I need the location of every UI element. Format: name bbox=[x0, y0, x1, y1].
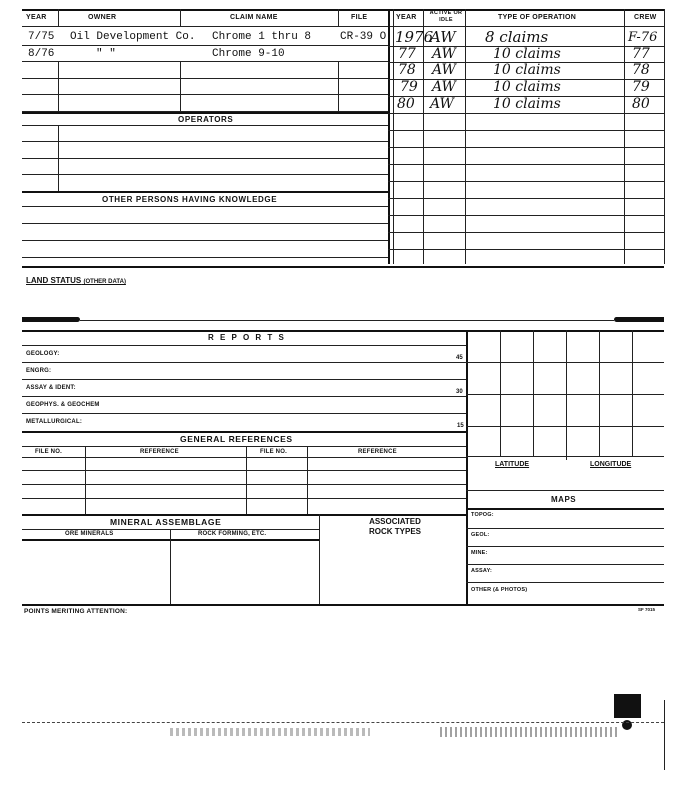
operation-year: 1976 bbox=[395, 28, 434, 46]
claim-name: Chrome 1 thru 8 bbox=[212, 31, 312, 43]
report-label-geology: GEOLOGY: bbox=[26, 351, 60, 357]
col-header-crew: CREW bbox=[634, 14, 657, 21]
operation-year: 78 bbox=[398, 62, 416, 78]
col-header-active-or-idle: ACTIVE OR IDLE bbox=[429, 10, 463, 23]
report-label-engrg: ENGRG: bbox=[26, 368, 52, 374]
ref-header-file-no: FILE NO. bbox=[35, 449, 62, 455]
map-label-mine: MINE: bbox=[471, 550, 488, 556]
claim-year: 8/76 bbox=[28, 48, 55, 60]
general-references-title: GENERAL REFERENCES bbox=[180, 434, 293, 444]
associated-rock-types-label bbox=[355, 517, 435, 537]
latitude-label: LATITUDE bbox=[495, 461, 530, 468]
reports-title: R E P O R T S bbox=[208, 333, 286, 342]
operation-year: 77 bbox=[398, 46, 416, 62]
ref-header-reference: REFERENCE bbox=[140, 449, 179, 455]
associated-label: ASSOCIATED bbox=[369, 517, 421, 526]
operation-status: AW bbox=[432, 79, 456, 95]
rock-forming-label: ROCK FORMING, ETC. bbox=[198, 531, 267, 537]
col-header-type-of-operation: TYPE OF OPERATION bbox=[498, 14, 577, 21]
col-header-year: YEAR bbox=[26, 14, 47, 21]
ref-header-file-no-2: FILE NO. bbox=[260, 449, 287, 455]
operation-crew: 77 bbox=[632, 46, 650, 62]
operation-type: 10 claims bbox=[493, 46, 561, 62]
operation-year: 80 bbox=[397, 96, 415, 112]
operation-type: 10 claims bbox=[493, 96, 561, 112]
scan-artifact-block bbox=[614, 694, 641, 718]
operation-type: 10 claims bbox=[493, 62, 561, 78]
operation-status: AW bbox=[430, 28, 456, 46]
claim-file: CR-39 O bbox=[340, 31, 387, 43]
operation-crew: 78 bbox=[632, 62, 650, 78]
claim-year: 7/75 bbox=[28, 31, 55, 43]
points-meriting-attention-label: POINTS MERITING ATTENTION: bbox=[24, 608, 128, 615]
operation-crew: 80 bbox=[632, 96, 650, 112]
map-label-other: OTHER (& PHOTOS) bbox=[471, 587, 528, 593]
longitude-label: LONGITUDE bbox=[590, 461, 632, 468]
operation-crew: F-76 bbox=[628, 30, 658, 45]
edge-mark bbox=[22, 317, 80, 322]
map-label-topog: TOPOG: bbox=[471, 512, 494, 518]
rock-types-label: ROCK TYPES bbox=[368, 527, 421, 536]
report-label-assay: ASSAY & IDENT: bbox=[26, 385, 76, 391]
form-number: SF 7015 bbox=[638, 607, 656, 612]
operation-type: 10 claims bbox=[493, 79, 561, 95]
scan-noise bbox=[170, 728, 370, 736]
operators-label: OPERATORS bbox=[178, 115, 234, 124]
edge-mark bbox=[614, 317, 664, 322]
claim-owner: Oil Development Co. bbox=[70, 31, 196, 43]
maps-title: MAPS bbox=[551, 495, 577, 504]
operation-status: AW bbox=[432, 46, 456, 62]
claim-name: Chrome 9-10 bbox=[212, 48, 285, 60]
operation-crew: 79 bbox=[632, 79, 650, 95]
col-header-year-2: YEAR bbox=[396, 14, 417, 21]
ref-header-reference-2: REFERENCE bbox=[358, 449, 397, 455]
report-label-metallurgical: METALLURGICAL: bbox=[26, 419, 83, 425]
report-label-geophys: GEOPHYS. & GEOCHEM bbox=[26, 402, 100, 408]
land-status-label: LAND STATUS (OTHER DATA) bbox=[26, 276, 126, 285]
report-number: 15 bbox=[457, 423, 464, 429]
operation-year: 79 bbox=[400, 79, 418, 95]
scan-noise bbox=[440, 727, 620, 737]
operation-type: 8 claims bbox=[485, 28, 549, 46]
mineral-assemblage-title: MINERAL ASSEMBLAGE bbox=[110, 517, 222, 527]
other-persons-label: OTHER PERSONS HAVING KNOWLEDGE bbox=[102, 195, 278, 204]
claim-owner: " " bbox=[96, 48, 116, 60]
map-label-assay: ASSAY: bbox=[471, 568, 493, 574]
operation-status: AW bbox=[430, 96, 454, 112]
col-header-owner: OWNER bbox=[88, 14, 117, 21]
report-number: 30 bbox=[456, 389, 463, 395]
ore-minerals-label: ORE MINERALS bbox=[65, 531, 114, 537]
report-number: 45 bbox=[456, 355, 463, 361]
col-header-file: FILE bbox=[351, 14, 368, 21]
map-label-geol: GEOL: bbox=[471, 532, 490, 538]
operation-status: AW bbox=[432, 62, 456, 78]
col-header-claim-name: CLAIM NAME bbox=[230, 14, 278, 21]
